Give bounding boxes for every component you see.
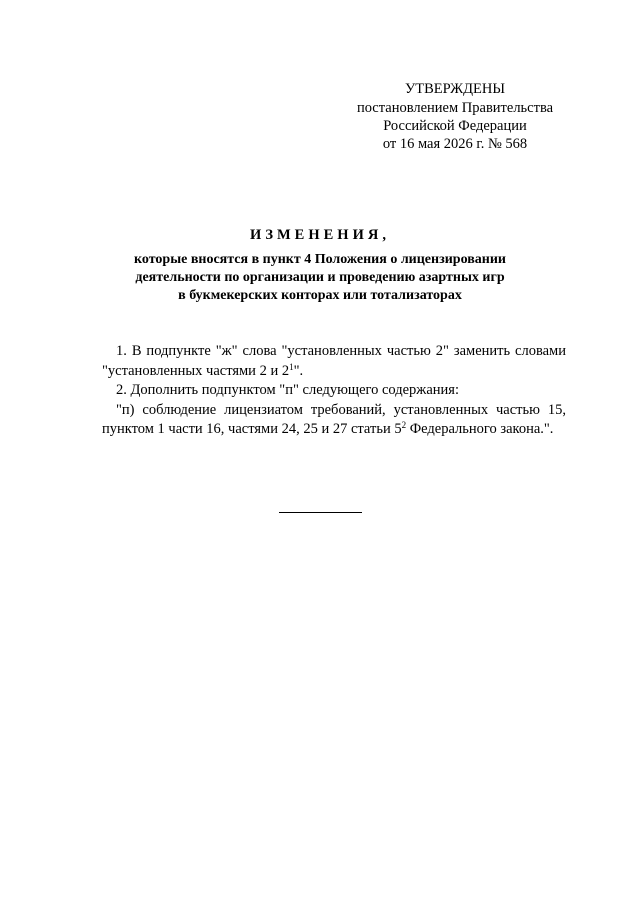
approval-line-1: постановлением Правительства bbox=[356, 100, 554, 116]
paragraph-3 bbox=[102, 401, 566, 440]
paragraph-3-superscript: 2 bbox=[401, 420, 407, 430]
paragraph-3-end: Федерального закона.". bbox=[406, 421, 554, 437]
document-title-block bbox=[60, 225, 580, 305]
subtitle-line-2: деятельности по организации и проведению азартных игр bbox=[135, 270, 505, 285]
paragraph-1-end: ". bbox=[293, 362, 304, 379]
approval-heading: УТВЕРЖДЕНЫ bbox=[404, 81, 506, 97]
approval-line-3: от 16 мая 2026 г. № 568 bbox=[382, 136, 528, 152]
paragraph-1-text: 1. В подпункте "ж" слова "установленных частью 2" заменить словами "установленных частями 2 и 2 bbox=[102, 343, 566, 379]
approval-block bbox=[325, 80, 585, 153]
paragraph-2: 2. Дополнить подпунктом "п" следующего содержания: bbox=[116, 382, 459, 398]
document-body bbox=[102, 342, 566, 440]
document-subtitle bbox=[60, 251, 580, 305]
paragraph-1 bbox=[102, 342, 566, 381]
document-title: ИЗМЕНЕНИЯ, bbox=[250, 227, 390, 243]
approval-line-2: Российской Федерации bbox=[383, 118, 527, 134]
subtitle-line-3: в букмекерских конторах или тотализаторах bbox=[178, 288, 462, 303]
paragraph-1-superscript: 1 bbox=[289, 361, 294, 372]
subtitle-line-1: которые вносятся в пункт 4 Положения о лицензировании bbox=[134, 252, 506, 267]
paragraph-3-text: "п) соблюдение лицензиатом требований, установленных частью 15, пунктом 1 части 16, частями 24, 25 и 27 статьи 5 bbox=[102, 401, 566, 437]
closing-divider bbox=[279, 512, 362, 513]
